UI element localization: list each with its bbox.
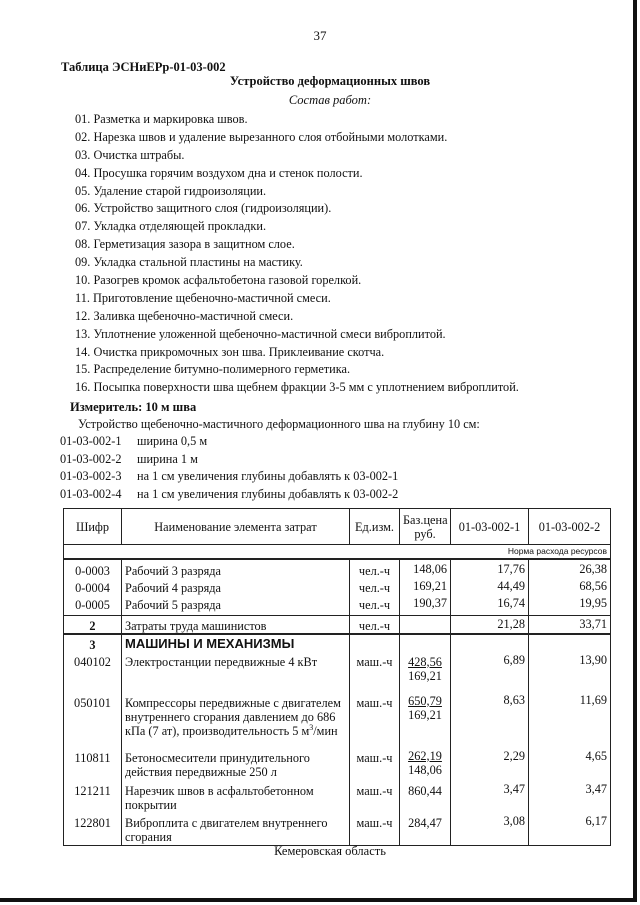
row-unit: маш.-ч <box>350 749 400 782</box>
row-value-2: 19,95 <box>529 595 611 615</box>
row-code: 122801 <box>64 814 122 846</box>
table-title: Таблица ЭСНиЕРр-01-03-002 <box>61 60 226 74</box>
row-value-2: 13,90 <box>529 653 611 693</box>
row-code: 040102 <box>64 653 122 693</box>
price-operator: 169,21 <box>408 668 442 683</box>
work-item: 05. Удаление старой гидроизоляции. <box>75 183 267 198</box>
table-row <box>64 814 611 846</box>
row-name: Виброплита с двигателем внутреннего сгорания <box>122 814 350 846</box>
row-unit: чел.-ч <box>350 595 400 615</box>
row-value-1: 6,89 <box>451 653 529 693</box>
empty-cell <box>529 634 611 653</box>
row-name: Рабочий 4 разряда <box>122 578 350 595</box>
work-item: 02. Нарезка швов и удаление вырезанного слоя отбойными молотками. <box>75 129 448 144</box>
page-number: 37 <box>313 28 327 43</box>
row-code: 050101 <box>64 693 122 749</box>
section-title: МАШИНЫ И МЕХАНИЗМЫ <box>122 634 350 653</box>
row-code: 0-0004 <box>64 578 122 595</box>
norm-row <box>64 545 611 560</box>
section-heading: Устройство деформационных швов <box>229 74 431 88</box>
table-row <box>64 578 611 595</box>
row-unit: чел.-ч <box>350 559 400 578</box>
intro-text: Устройство щебеночно-мастичного деформационного шва на глубину 10 см: <box>78 417 480 431</box>
row-value-1: 2,29 <box>451 749 529 782</box>
section-code: 3 <box>64 634 122 653</box>
empty-cell <box>451 634 529 653</box>
variant-item <box>60 451 398 469</box>
row-price <box>400 653 451 693</box>
table-row <box>64 782 611 814</box>
header-code: Шифр <box>64 509 122 545</box>
row-code: 0-0003 <box>64 559 122 578</box>
row-name: Электростанции передвижные 4 кВт <box>122 653 350 693</box>
work-item: 06. Устройство защитного слоя (гидроизоляции). <box>75 201 332 216</box>
empty-cell <box>400 634 451 653</box>
variant-text: на 1 см увеличения глубины добавлять к 03-002-1 <box>137 469 399 484</box>
row-unit: маш.-ч <box>350 782 400 814</box>
work-item: 13. Уплотнение уложенной щебеночно-мастичной смеси виброплитой. <box>75 326 446 341</box>
work-item: 04. Просушка горячим воздухом дна и стенок полости. <box>75 165 363 180</box>
table-row <box>64 595 611 615</box>
work-item: 09. Укладка стальной пластины на мастику. <box>75 255 303 270</box>
row-name: Рабочий 5 разряда <box>122 595 350 615</box>
row-value-2: 33,71 <box>529 615 611 634</box>
header-unit: Ед.изм. <box>350 509 400 545</box>
price-current: 428,56 <box>408 654 442 669</box>
row-value-1: 21,28 <box>451 615 529 634</box>
row-code: 2 <box>64 615 122 634</box>
work-item: 01. Разметка и маркировка швов. <box>75 112 248 126</box>
row-name: Рабочий 3 разряда <box>122 559 350 578</box>
page-footer: Кемеровская область <box>274 844 386 858</box>
row-value-1: 3,47 <box>451 782 529 814</box>
row-code: 121211 <box>64 782 122 814</box>
work-item: 16. Посыпка поверхности шва щебнем фракции 3-5 мм с уплотнением виброплитой. <box>75 380 519 395</box>
row-unit: маш.-ч <box>350 653 400 693</box>
row-price: 860,44 <box>400 782 451 814</box>
row-unit: чел.-ч <box>350 615 400 634</box>
work-item: 12. Заливка щебеночно-мастичной смеси. <box>75 308 294 323</box>
price-operator: 169,21 <box>408 707 442 722</box>
row-price: 169,21 <box>400 578 451 595</box>
variant-item <box>60 486 398 504</box>
row-unit: чел.-ч <box>350 578 400 595</box>
row-name: Затраты труда машинистов <box>122 615 350 634</box>
row-value-1: 8,63 <box>451 693 529 749</box>
table-header-row <box>64 509 611 545</box>
row-unit: маш.-ч <box>350 814 400 846</box>
work-item: 14. Очистка прикромочных зон шва. Приклеивание скотча. <box>75 344 385 359</box>
row-price: 148,06 <box>400 559 451 578</box>
price-operator: 148,06 <box>408 762 442 777</box>
table-row <box>64 653 611 693</box>
variant-code: 01-03-002-4 <box>60 487 122 502</box>
header-price: Баз.цена руб. <box>400 509 451 545</box>
row-price <box>400 693 451 749</box>
operators-row <box>64 615 611 634</box>
row-name <box>122 693 350 749</box>
variant-text: ширина 1 м <box>137 451 198 466</box>
empty-cell <box>350 634 400 653</box>
variant-code: 01-03-002-3 <box>60 469 122 484</box>
work-item: 08. Герметизация зазора в защитном слое. <box>75 237 295 252</box>
work-item: 07. Укладка отделяющей прокладки. <box>75 219 267 234</box>
row-value-2: 3,47 <box>529 782 611 814</box>
header-col1: 01-03-002-1 <box>451 509 529 545</box>
header-name: Наименование элемента затрат <box>122 509 350 545</box>
row-name: Бетоносмесители принудительного действия передвижные 250 л <box>122 749 350 782</box>
row-value-1: 16,74 <box>451 595 529 615</box>
variant-text: ширина 0,5 м <box>137 434 208 448</box>
row-value-2: 4,65 <box>529 749 611 782</box>
row-value-2: 26,38 <box>529 559 611 578</box>
header-col2: 01-03-002-2 <box>529 509 611 545</box>
row-value-1: 44,49 <box>451 578 529 595</box>
variant-item <box>60 468 398 486</box>
price-current: 262,19 <box>408 748 442 763</box>
row-code: 0-0005 <box>64 595 122 615</box>
work-item: 15. Распределение битумно-полимерного герметика. <box>75 362 351 377</box>
row-unit: маш.-ч <box>350 693 400 749</box>
row-name: Нарезчик швов в асфальтобетонном покрытии <box>122 782 350 814</box>
row-name-tail: /мин <box>313 723 338 738</box>
table-row <box>64 749 611 782</box>
resource-table <box>63 508 611 846</box>
machines-section-row <box>64 634 611 653</box>
row-price: 190,37 <box>400 595 451 615</box>
table-row <box>64 693 611 749</box>
variant-code: 01-03-002-1 <box>60 434 122 448</box>
row-name-sup: 3 <box>309 722 314 732</box>
row-value-2: 11,69 <box>529 693 611 749</box>
table-row <box>64 559 611 578</box>
row-price <box>400 615 451 634</box>
row-price: 284,47 <box>400 814 451 846</box>
variant-item <box>60 433 398 451</box>
row-price <box>400 749 451 782</box>
work-item: 03. Очистка штрабы. <box>75 147 185 162</box>
works-list <box>75 111 519 397</box>
price-current: 650,79 <box>408 693 442 708</box>
work-item: 10. Разогрев кромок асфальтобетона газовой горелкой. <box>75 273 362 288</box>
row-value-1: 3,08 <box>451 814 529 846</box>
measure-unit: Измеритель: 10 м шва <box>70 400 197 414</box>
row-code: 110811 <box>64 749 122 782</box>
row-value-2: 68,56 <box>529 578 611 595</box>
work-item: 11. Приготовление щебеночно-мастичной смеси. <box>75 290 331 305</box>
composition-label: Состав работ: <box>288 93 372 107</box>
row-value-2: 6,17 <box>529 814 611 846</box>
variants-list <box>60 433 398 504</box>
variant-code: 01-03-002-2 <box>60 451 122 466</box>
variant-text: на 1 см увеличения глубины добавлять к 03-002-2 <box>137 487 399 502</box>
norm-label: Норма расхода ресурсов <box>64 545 611 560</box>
row-name-text: Компрессоры передвижные с двигателем внутреннего сгорания давлением до 686 кПа (7 ат), производительность 5 м <box>125 695 341 738</box>
row-value-1: 17,76 <box>451 559 529 578</box>
